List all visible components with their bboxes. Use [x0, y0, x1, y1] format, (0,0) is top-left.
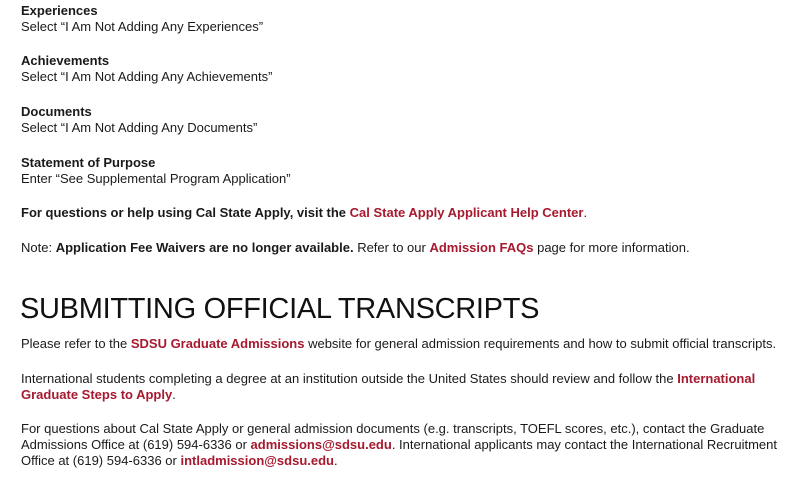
note-bold: Application Fee Waivers are no longer available.: [55, 240, 354, 255]
step-documents: [21, 104, 257, 136]
step-heading: Statement of Purpose: [21, 155, 156, 170]
step-instruction: Enter “See Supplemental Program Application”: [21, 171, 291, 186]
p3-pre: For questions about Cal State Apply or general admission documents (e.g. transcripts, TOEFL scores, etc.), contact the Graduate Admissions Office at (619) 594-6336 or: [21, 421, 765, 452]
transcripts-paragraph-1: [21, 336, 781, 352]
step-experiences: [21, 3, 263, 35]
help-end: .: [583, 205, 588, 220]
help-paragraph: [21, 205, 781, 221]
international-steps-link[interactable]: International Graduate Steps to Apply: [21, 371, 756, 402]
admissions-email-link[interactable]: admissions@sdsu.edu: [250, 437, 392, 452]
note-end: page for more information.: [533, 240, 690, 255]
intladmission-email-link[interactable]: intladmission@sdsu.edu: [180, 453, 334, 468]
p2-post: .: [172, 387, 176, 402]
transcripts-paragraph-2: [21, 371, 781, 403]
step-achievements: [21, 53, 272, 85]
help-center-link[interactable]: Cal State Apply Applicant Help Center: [349, 205, 584, 220]
note-middle: Refer to our: [353, 240, 430, 255]
step-instruction: Select “I Am Not Adding Any Achievements”: [21, 69, 273, 84]
step-instruction: Select “I Am Not Adding Any Documents”: [21, 120, 258, 135]
p1-post: website for general admission requirements and how to submit official transcripts.: [304, 336, 777, 351]
step-heading: Documents: [21, 104, 92, 119]
transcripts-paragraph-3: [21, 421, 781, 469]
p1-pre: Please refer to the: [21, 336, 131, 351]
note-prefix: Note:: [21, 240, 56, 255]
step-heading: Experiences: [21, 3, 98, 18]
admission-faqs-link[interactable]: Admission FAQs: [429, 240, 534, 255]
section-title: SUBMITTING OFFICIAL TRANSCRIPTS: [20, 293, 540, 325]
sdsu-graduate-admissions-link[interactable]: SDSU Graduate Admissions: [130, 336, 305, 351]
p3-post: .: [334, 453, 338, 468]
note-paragraph: [21, 240, 781, 256]
step-heading: Achievements: [21, 53, 110, 68]
p2-pre: International students completing a degree at an institution outside the United States should review and follow the: [21, 371, 678, 386]
help-text: For questions or help using Cal State Apply, visit the: [21, 205, 350, 220]
step-statement-of-purpose: [21, 155, 291, 187]
p3-mid: . International applicants may contact the International Recruitment Office at (619) 594-6336 or: [21, 437, 777, 468]
step-instruction: Select “I Am Not Adding Any Experiences”: [21, 19, 264, 34]
